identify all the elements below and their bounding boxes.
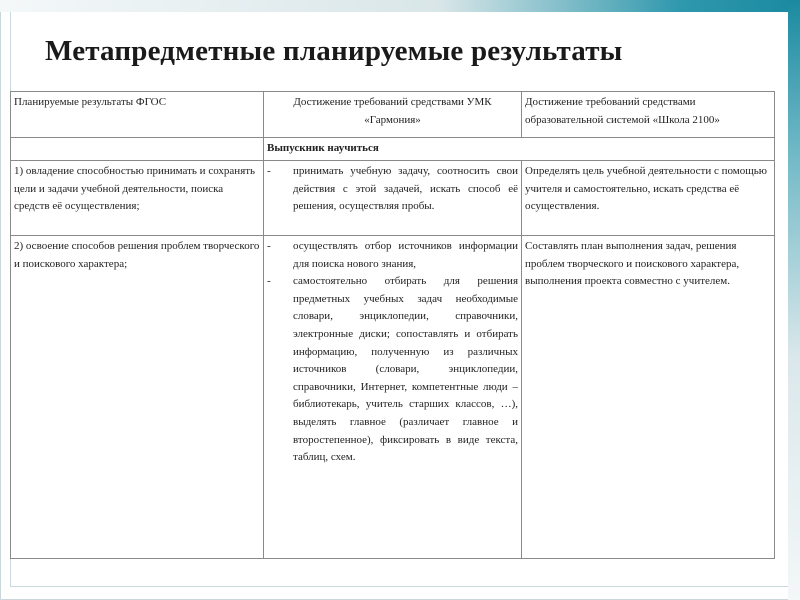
header-school2100-label: Достижение требований средствами образовательной системой «Школа 2100» [525,96,720,126]
harmony-item-text: самостоятельно отбирать для решения предметных учебных задач необходимые словари, энциклопедии, справочники, электронные диски; сопоставлять и отбирать информацию, полученную из различных источников (словари, энциклопедии, справочники, Интернет, компетентные люди – библиотекарь, учитель старших классов, …), выделять главное (различает главное и второстепенное), фиксировать в виде текста, таблиц, схем. [293,275,518,464]
bullet-dash: - [267,165,271,177]
harmony-item-text: осуществлять отбор источников информации для поиска нового знания, [293,240,518,270]
header-fgos-label: Планируемые результаты ФГОС [14,96,167,108]
slide-top-gradient-band [0,0,800,12]
goal-text: 2) освоение способов решения проблем творческого и поискового характера; [14,240,260,270]
harmony-list [267,163,518,216]
school2100-cell [522,161,775,236]
subheader-empty-cell [11,138,264,161]
list-item [267,163,518,216]
list-item [267,238,518,273]
bullet-dash: - [267,275,271,288]
slide-right-gradient-band [788,0,800,600]
slide-title: Метапредметные планируемые результаты [45,35,623,67]
list-item [267,273,518,467]
table-header-row [11,92,775,138]
table-row [11,161,775,236]
goal-cell [11,236,264,559]
subheader-cell [264,138,775,161]
table-subheader-row [11,138,775,161]
bullet-dash: - [267,240,271,252]
harmony-cell [264,236,522,559]
harmony-cell [264,161,522,236]
harmony-item-text: принимать учебную задачу, соотносить свои действия с этой задачей, искать способ её решения, осуществляя пробы. [293,165,518,213]
school2100-cell [522,236,775,559]
slide-bottom-rule [10,586,788,587]
header-cell-fgos [11,92,264,138]
subheader-label: Выпускник научиться [267,142,379,154]
table-row [11,236,775,559]
results-table [10,91,775,559]
goal-cell [11,161,264,236]
school2100-text: Составлять план выполнения задач, решения проблем творческого и поискового характера, выполнения проекта совместно с учителем. [525,240,740,288]
goal-text: 1) овладение способностью принимать и сохранять цели и задачи учебной деятельности, поиска средств её осуществления; [14,165,256,213]
harmony-list [267,238,518,467]
header-harmony-label: Достижение требований средствами УМК «Гармония» [293,96,492,126]
header-cell-school2100 [522,92,775,138]
header-cell-harmony [264,92,522,138]
school2100-text: Определять цель учебной деятельности с помощью учителя и самостоятельно, искать средства её осуществления. [525,165,767,213]
